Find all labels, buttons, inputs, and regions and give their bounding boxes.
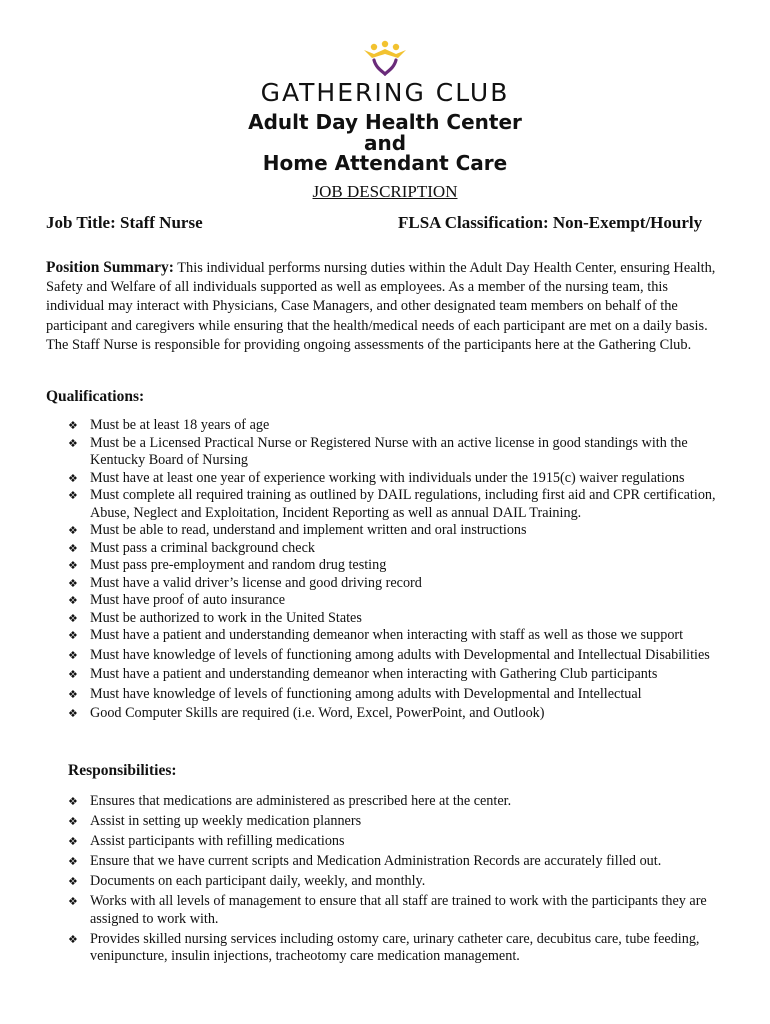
bullet-diamond-icon: ❖ xyxy=(68,576,78,590)
qualifications-item-text: Must have at least one year of experience working with individuals under the 1915(c) waiver regulations xyxy=(90,469,685,486)
qualifications-item xyxy=(68,666,728,684)
qualifications-item-text: Good Computer Skills are required (i.e. Word, Excel, PowerPoint, and Outlook) xyxy=(90,705,545,721)
responsibilities-item-text: Documents on each participant daily, weekly, and monthly. xyxy=(90,873,426,889)
qualifications-item xyxy=(68,610,728,628)
bullet-diamond-icon: ❖ xyxy=(68,594,78,607)
bullet-diamond-icon: ❖ xyxy=(68,875,78,888)
qualifications-item-text: Must have knowledge of levels of functioning among adults with Developmental and Intellectual xyxy=(90,685,642,702)
qualifications-item-text: Must pass a criminal background check xyxy=(90,539,315,556)
qualifications-list xyxy=(68,417,728,723)
qualifications-item xyxy=(68,647,728,665)
responsibilities-item-text: Provides skilled nursing services including ostomy care, urinary catheter care, decubitus care, tube feeding, venipuncture, insulin injections, tracheotomy care medication management. xyxy=(90,930,700,964)
qualifications-item xyxy=(68,540,728,558)
document-heading: JOB DESCRIPTION xyxy=(312,182,458,201)
position-summary xyxy=(46,258,724,355)
qualifications-item xyxy=(68,417,728,435)
bullet-diamond-icon: ❖ xyxy=(68,559,78,572)
qualifications-item-text: Must be authorized to work in the United States xyxy=(90,609,362,626)
bullet-diamond-icon: ❖ xyxy=(68,611,78,625)
bullet-diamond-icon: ❖ xyxy=(68,795,78,808)
bullet-diamond-icon: ❖ xyxy=(68,541,78,555)
responsibilities-list xyxy=(68,793,708,966)
responsibilities-item xyxy=(68,931,708,966)
qualifications-item xyxy=(68,522,728,540)
responsibilities-item xyxy=(68,833,708,851)
bullet-diamond-icon: ❖ xyxy=(68,489,78,502)
responsibilities-item xyxy=(68,893,708,928)
qualifications-item-text: Must pass pre-employment and random drug testing xyxy=(90,557,387,573)
flsa-classification: FLSA Classification: Non-Exempt/Hourly xyxy=(398,213,703,232)
qualifications-item xyxy=(68,705,728,723)
responsibilities-item-text: Ensures that medications are administered as prescribed here at the center. xyxy=(90,793,512,809)
org-subtitle-line3: Home Attendant Care xyxy=(262,151,508,175)
job-title: Job Title: Staff Nurse xyxy=(46,213,203,232)
qualifications-item-text: Must have a patient and understanding demeanor when interacting with staff as well as those we support xyxy=(90,627,684,643)
qualifications-item-text: Must have a valid driver’s license and good driving record xyxy=(90,574,422,591)
bullet-diamond-icon: ❖ xyxy=(68,419,78,432)
org-name: GATHERING CLUB xyxy=(260,78,510,107)
bullet-diamond-icon: ❖ xyxy=(68,707,78,720)
bullet-diamond-icon: ❖ xyxy=(68,895,78,908)
position-summary-label: Position Summary: xyxy=(46,259,174,276)
qualifications-item xyxy=(68,435,728,470)
responsibilities-item-text: Works with all levels of management to ensure that all staff are trained to work with the participants they are assigned to work with. xyxy=(90,893,707,927)
bullet-diamond-icon: ❖ xyxy=(68,668,78,681)
qualifications-item-text: Must be a Licensed Practical Nurse or Registered Nurse with an active license in good standings with the Kentucky Board of Nursing xyxy=(90,434,688,468)
qualifications-item xyxy=(68,592,728,610)
qualifications-item xyxy=(68,470,728,488)
position-summary-text: This individual performs nursing duties within the Adult Day Health Center, ensuring Health, Safety and Welfare of all individuals supported as well as employees. As a member of the nursing team, this individual may interact with Physicians, Case Managers, and other designated team members on behalf of the participant and caregivers while ensuring that the health/medical needs of each participant are met on a daily basis. The Staff Nurse is responsible for providing ongoing assessments of the participants here at the Gathering Club. xyxy=(46,260,716,353)
bullet-diamond-icon: ❖ xyxy=(68,436,78,450)
qualifications-item-text: Must be able to read, understand and implement written and oral instructions xyxy=(90,522,527,538)
bullet-diamond-icon: ❖ xyxy=(68,835,78,848)
bullet-diamond-icon: ❖ xyxy=(68,687,78,701)
qualifications-item xyxy=(68,487,728,522)
qualifications-item-text: Must have knowledge of levels of functioning among adults with Developmental and Intellectual Disabilities xyxy=(90,646,710,663)
bullet-diamond-icon: ❖ xyxy=(68,855,78,868)
qualifications-item xyxy=(68,627,728,645)
bullet-diamond-icon: ❖ xyxy=(68,932,78,946)
bullet-diamond-icon: ❖ xyxy=(68,629,78,642)
bullet-diamond-icon: ❖ xyxy=(68,471,78,485)
qualifications-item-text: Must complete all required training as outlined by DAIL regulations, including first aid and CPR certification, Abuse, Neglect and Exploitation, Incident Reporting as well as annual DAIL Training. xyxy=(90,487,716,521)
responsibilities-title: Responsibilities: xyxy=(68,762,177,779)
bullet-diamond-icon: ❖ xyxy=(68,524,78,537)
qualifications-item xyxy=(68,686,728,704)
logo xyxy=(0,40,770,76)
responsibilities-item xyxy=(68,793,708,811)
qualifications-title: Qualifications: xyxy=(46,388,145,405)
gathering-club-logo-icon xyxy=(360,40,410,76)
qualifications-item xyxy=(68,557,728,575)
org-subtitle-line2: and xyxy=(363,131,407,155)
qualifications-item-text: Must have a patient and understanding demeanor when interacting with Gathering Club participants xyxy=(90,666,658,682)
bullet-diamond-icon: ❖ xyxy=(68,648,78,662)
responsibilities-item-text: Assist participants with refilling medications xyxy=(90,833,345,849)
qualifications-item-text: Must have proof of auto insurance xyxy=(90,592,286,608)
qualifications-item-text: Must be at least 18 years of age xyxy=(90,417,270,433)
qualifications-item xyxy=(68,575,728,593)
responsibilities-item-text: Assist in setting up weekly medication planners xyxy=(90,813,362,829)
org-subtitle-line1: Adult Day Health Center xyxy=(248,110,522,134)
bullet-diamond-icon: ❖ xyxy=(68,815,78,828)
responsibilities-item xyxy=(68,813,708,831)
responsibilities-item xyxy=(68,873,708,891)
responsibilities-item-text: Ensure that we have current scripts and Medication Administration Records are accurately filled out. xyxy=(90,853,662,869)
responsibilities-item xyxy=(68,853,708,871)
